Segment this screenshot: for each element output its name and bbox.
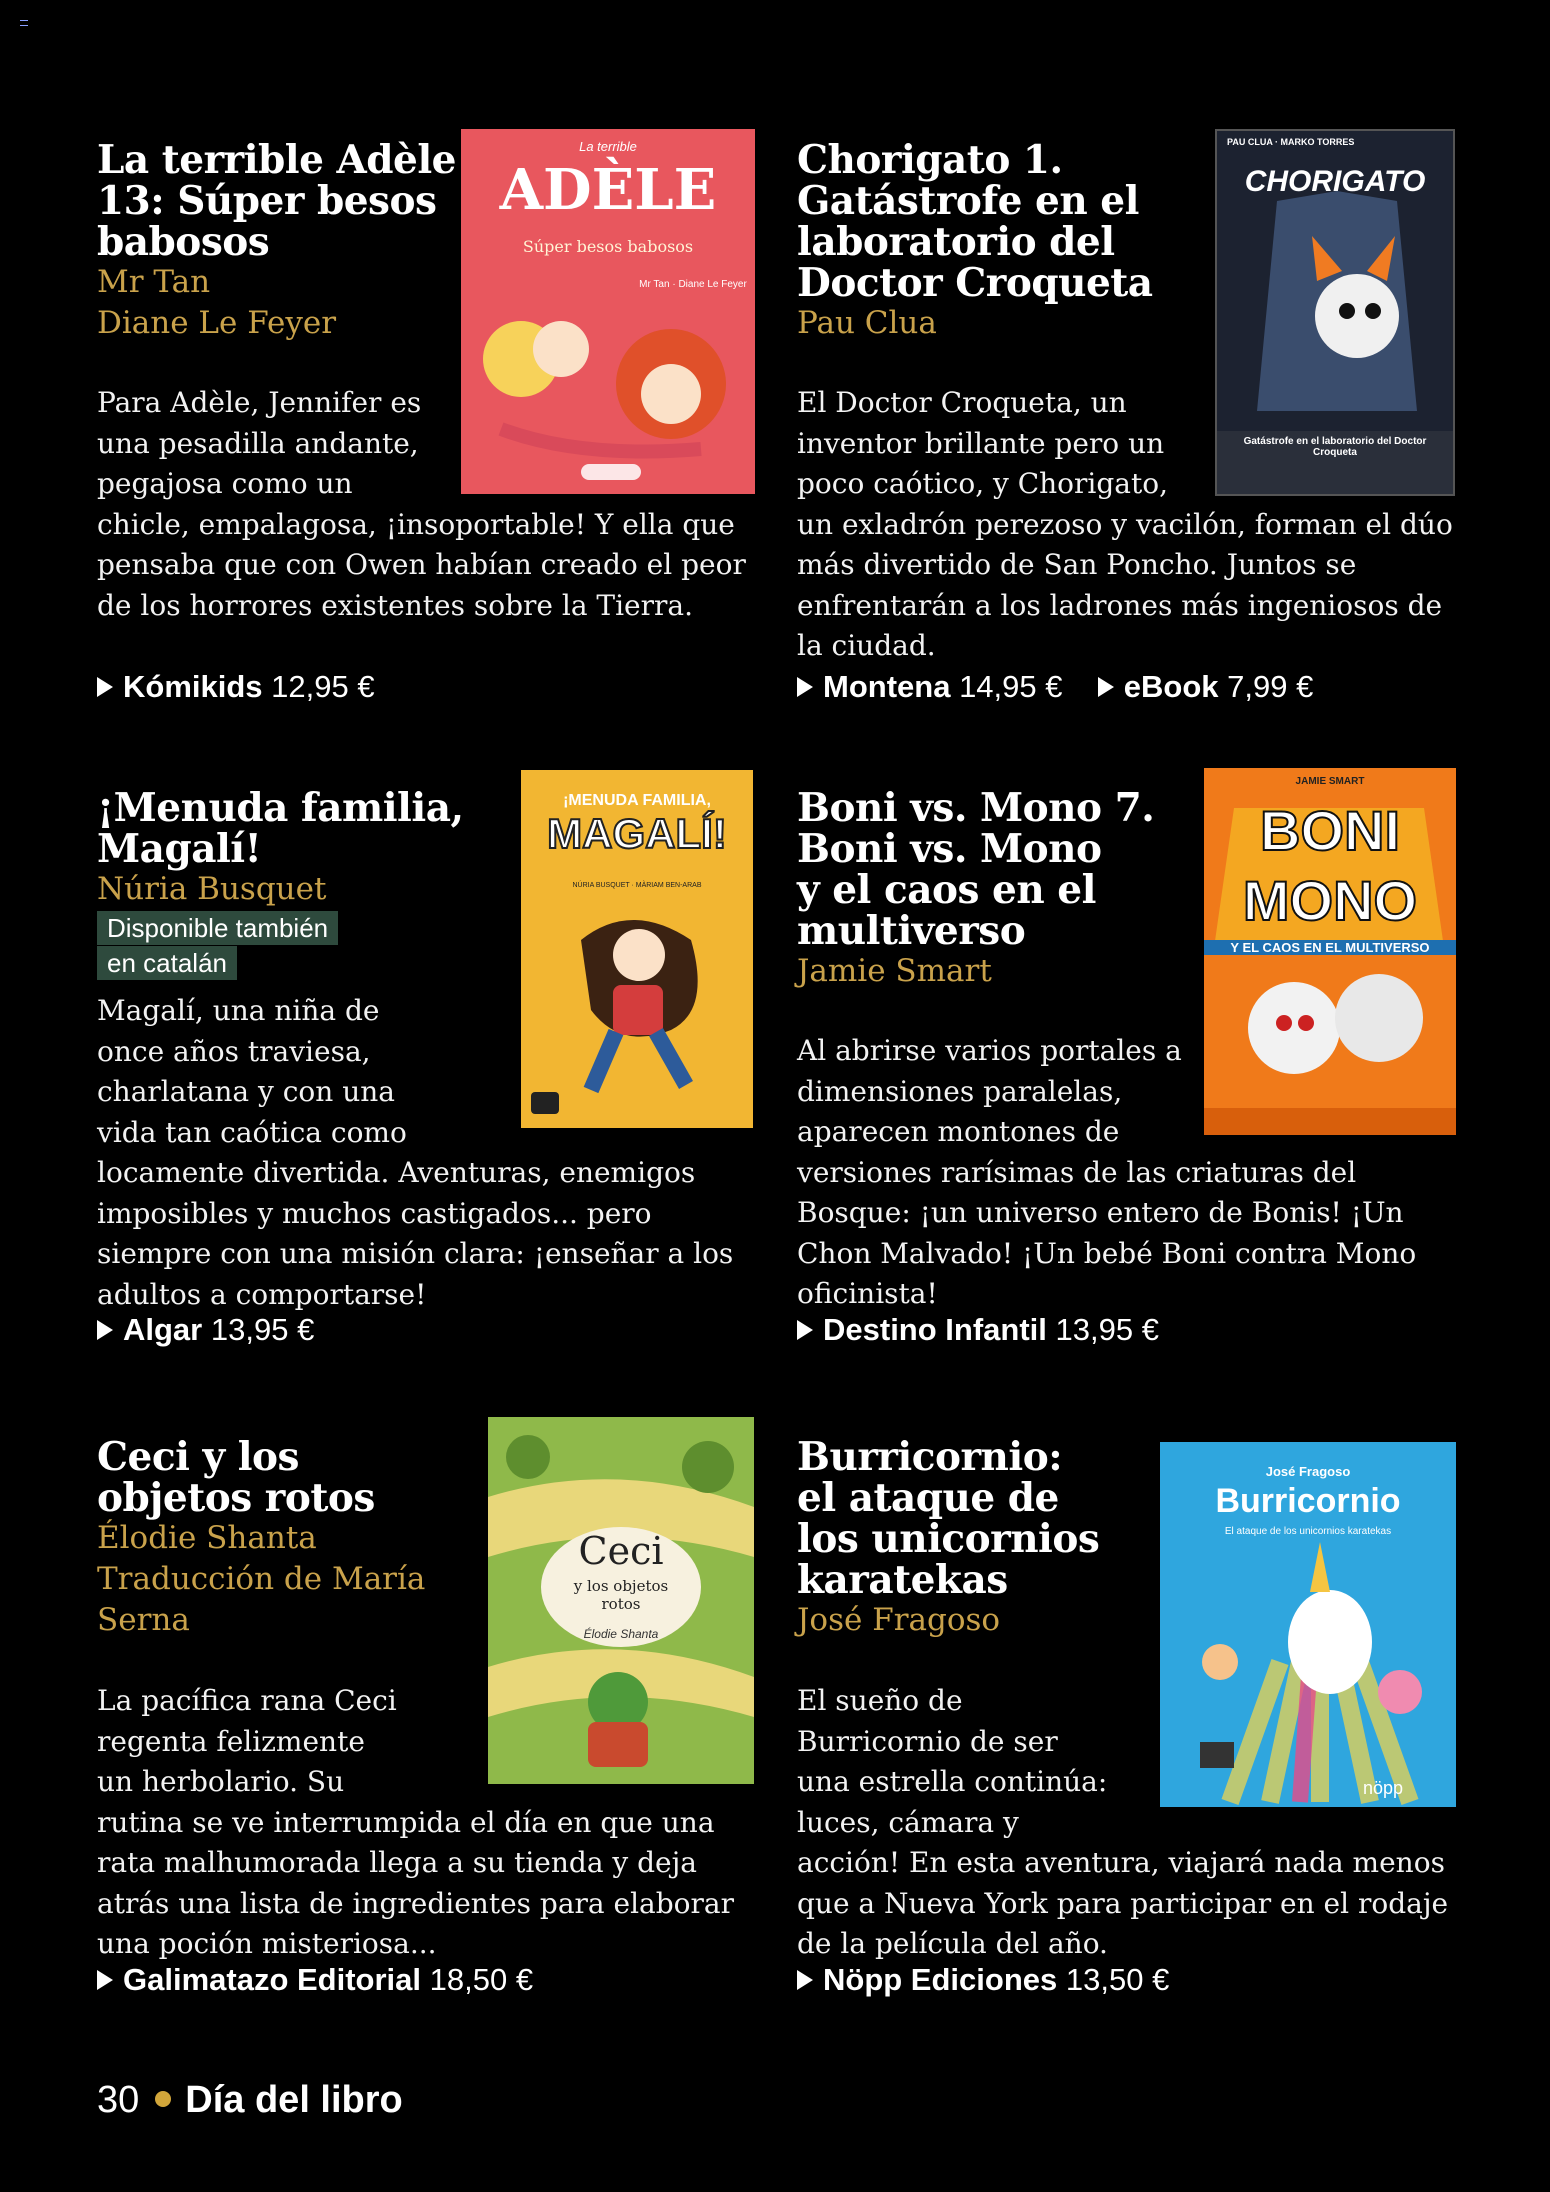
cover-title: MAGALÍ!: [547, 810, 727, 857]
book-title: ¡Menuda familia, Magalí!: [97, 785, 464, 872]
cover-top-text: La terrible: [579, 139, 637, 154]
price-line: Montena 14,95 € eBook 7,99 €: [797, 669, 1313, 705]
book-authors: José Fragoso: [797, 1602, 1001, 1638]
book-authors: Jamie Smart: [797, 953, 992, 989]
book-authors: Pau Clua: [797, 305, 937, 341]
book-title: La terrible Adèle 13: Súper besos babosos: [97, 137, 456, 265]
cover-title: BONI: [1260, 799, 1400, 862]
cover-top-text: José Fragoso: [1265, 1464, 1351, 1479]
play-arrow-icon: [97, 1970, 113, 1990]
cover-title: ADÈLE: [499, 157, 717, 223]
cover-subtitle: Gatástrofe en el laboratorio del Doctor Croqueta: [1243, 436, 1427, 458]
book-title: Boni vs. Mono 7. Boni vs. Mono y el caos en el multiverso: [797, 785, 1155, 954]
cover-credits: NÚRIA BUSQUET · MÀRIAM BEN-ARAB: [572, 882, 702, 889]
cover-subtitle: MONO: [1242, 869, 1418, 932]
price-line: Destino Infantil 13,95 €: [797, 1312, 1159, 1348]
play-arrow-icon: [97, 1320, 113, 1340]
cover-top-text: PAU CLUA · MARKO TORRES: [1227, 137, 1355, 147]
book-description: El sueño de Burricornio de ser una estrella continúa: luces, cámara y acción! En esta aventura, viajará nada menos que a Nueva York para participar en el rodaje de la película del año.: [797, 1684, 1449, 1960]
book-title: Burricornio: el ataque de los unicornios karatekas: [797, 1434, 1100, 1603]
cover-subtitle: El ataque de los unicornios karatekas: [1224, 1526, 1392, 1537]
play-arrow-icon: [797, 1970, 813, 1990]
section-name: Día del libro: [185, 2079, 403, 2121]
menu-icon[interactable]: [20, 20, 28, 26]
cover-credits: Élodie Shanta: [583, 1627, 659, 1641]
cover-credits: Mr Tan · Diane Le Feyer: [639, 279, 747, 290]
book-description: Magalí, una niña de once años traviesa, charlatana y con una vida tan caótica como locamente divertida. Aventuras, enemigos imposibles y muchos castigados... pero siempre con una misión clara: ¡enseñar a los adultos a comportarse!: [97, 994, 734, 1311]
price-line: Galimatazo Editorial 18,50 €: [97, 1962, 533, 1998]
cover-top-text: JAMIE SMART: [1295, 776, 1365, 787]
book-description: Al abrirse varios portales a dimensiones paralelas, aparecen montones de versiones rarísimas de las criaturas del Bosque: ¡un universo entero de Bonis! ¡Un Chon Malvado! ¡Un bebé Boni contra Mono oficinista!: [797, 1034, 1417, 1310]
price-line: Algar 13,95 €: [97, 1312, 314, 1348]
cover-top-text: ¡MENUDA FAMILIA,: [563, 792, 711, 809]
play-arrow-icon: [1098, 677, 1114, 697]
play-arrow-icon: [797, 677, 813, 697]
book-title: Chorigato 1. Gatástrofe en el laboratorio del Doctor Croqueta: [797, 137, 1153, 306]
cover-credits: Y EL CAOS EN EL MULTIVERSO: [1204, 940, 1456, 955]
book-description: Para Adèle, Jennifer es una pesadilla andante, pegajosa como un chicle, empalagosa, ¡insoportable! Y ella que pensaba que con Owen habían creado el peor de los horrores existentes sobre la Tierra.: [97, 386, 746, 622]
book-authors: Mr Tan Diane Le Feyer: [97, 264, 337, 341]
book-description: El Doctor Croqueta, un inventor brillante pero un poco caótico, y Chorigato, un exladrón perezoso y vacilón, forman el dúo más divertido de San Poncho. Juntos se enfrentarán a los ladrones más ingeniosos de la ciudad.: [797, 386, 1453, 662]
bullet-dot-icon: [155, 2091, 171, 2107]
catalan-badge: Disponible también en catalán: [97, 911, 338, 981]
book-description: La pacífica rana Ceci regenta felizmente un herbolario. Su rutina se ve interrumpida el día en que una rata malhumorada llega a su tienda y deja atrás una lista de ingredientes para elaborar una poción misteriosa...: [97, 1684, 734, 1960]
price-line: Kómikids 12,95 €: [97, 669, 375, 705]
play-arrow-icon: [97, 677, 113, 697]
cover-subtitle: Súper besos babosos: [522, 237, 694, 256]
cover-credits: nöpp: [1362, 1778, 1404, 1798]
book-authors: Núria Busquet: [97, 871, 327, 907]
book-authors: Élodie Shanta Traducción de María Serna: [97, 1520, 426, 1638]
book-title: Ceci y los objetos rotos: [97, 1434, 375, 1521]
page-number: 30: [97, 2079, 140, 2121]
cover-subtitle: y los objetos rotos: [573, 1577, 669, 1613]
cover-title: Burricornio: [1215, 1482, 1401, 1520]
cover-title: CHORIGATO: [1244, 165, 1426, 198]
price-line: Nöpp Ediciones 13,50 €: [797, 1962, 1169, 1998]
cover-title: Ceci: [578, 1529, 664, 1573]
play-arrow-icon: [797, 1320, 813, 1340]
page-footer: [97, 2075, 403, 2125]
